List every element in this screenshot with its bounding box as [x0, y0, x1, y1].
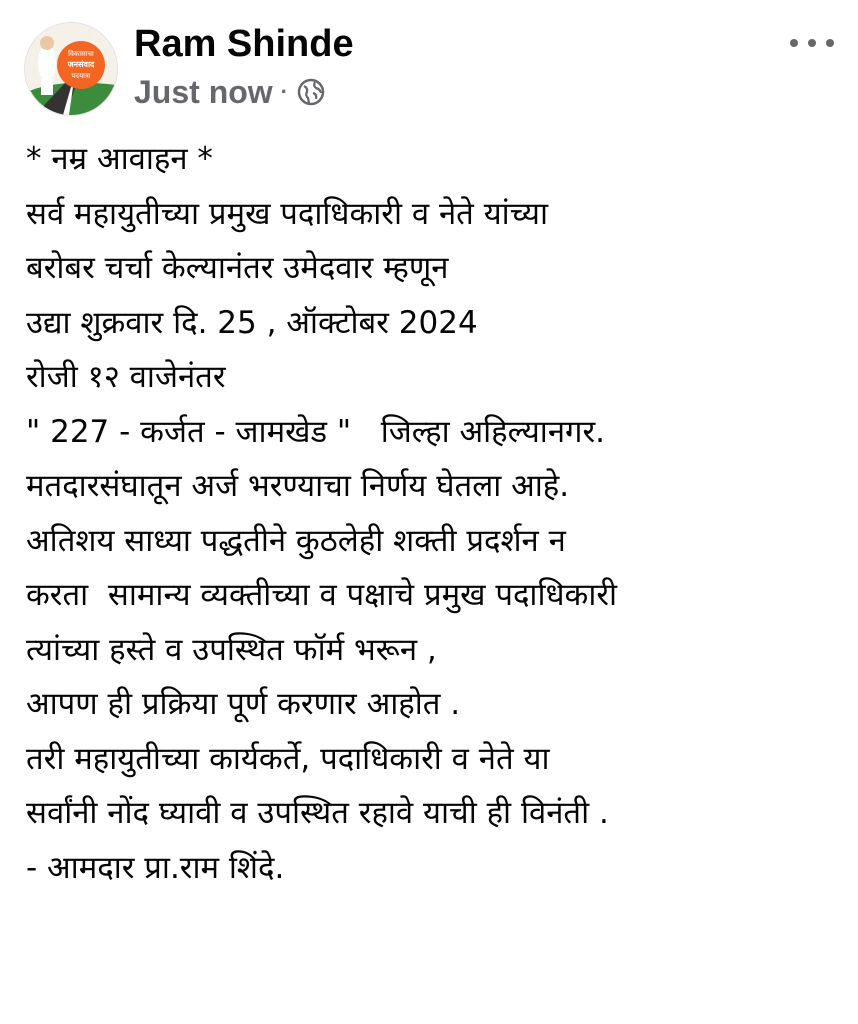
avatar-line-1: विकासाचा — [68, 50, 94, 58]
avatar[interactable] — [24, 22, 118, 116]
post-line: तरी महायुतीच्या कार्यकर्ते, पदाधिकारी व नेते या — [26, 740, 550, 777]
post-meta — [134, 72, 326, 112]
post-line: सर्वांनी नोंद घ्यावी व उपस्थित रहावे याची ही विनंती . — [26, 795, 609, 831]
post-line: उद्या शुक्रवार दि. 25 , ऑक्टोबर 2024 — [26, 304, 478, 341]
post-line: सर्व महायुतीच्या प्रमुख पदाधिकारी व नेते यांच्या — [26, 195, 548, 232]
globe-icon[interactable] — [296, 77, 326, 107]
dot-3 — [826, 39, 834, 47]
post-line: बरोबर चर्चा केल्यानंतर उमेदवार म्हणून — [26, 250, 449, 286]
timestamp[interactable]: Just now — [134, 73, 273, 110]
post-line: मतदारसंघातून अर्ज भरण्याचा निर्णय घेतला आहे. — [26, 468, 570, 504]
post-line-signature: - आमदार प्रा.राम शिंदे. — [26, 849, 285, 886]
meta-separator: · — [280, 79, 288, 104]
dot-1 — [790, 39, 798, 47]
avatar-line-2: जनसंवाद — [67, 60, 95, 69]
post-line: रोजी १२ वाजेनंतर — [26, 359, 226, 395]
post-line: अतिशय साध्या पद्धतीने कुठलेही शक्ती प्रदर्शन न — [26, 522, 566, 559]
post-line: करता सामान्य व्यक्तीच्या व पक्षाचे प्रमुख पदाधिकारी — [26, 577, 618, 613]
avatar-image — [25, 23, 117, 115]
post-line-title: * नम्र आवाहन * — [26, 141, 213, 177]
dot-2 — [808, 39, 816, 47]
more-options-icon[interactable] — [790, 28, 834, 58]
post-line: त्यांच्या हस्ते व उपस्थित फॉर्म भरून , — [26, 631, 437, 668]
post-line: आपण ही प्रक्रिया पूर्ण करणार आहोत . — [26, 686, 461, 722]
post-line: " 227 - कर्जत - जामखेड " जिल्हा अहिल्यानगर. — [26, 413, 606, 450]
post-header — [24, 18, 834, 118]
author-name[interactable]: Ram Shinde — [134, 23, 354, 65]
avatar-line-3: पदयात्रा — [71, 72, 91, 80]
post-body — [26, 132, 838, 895]
